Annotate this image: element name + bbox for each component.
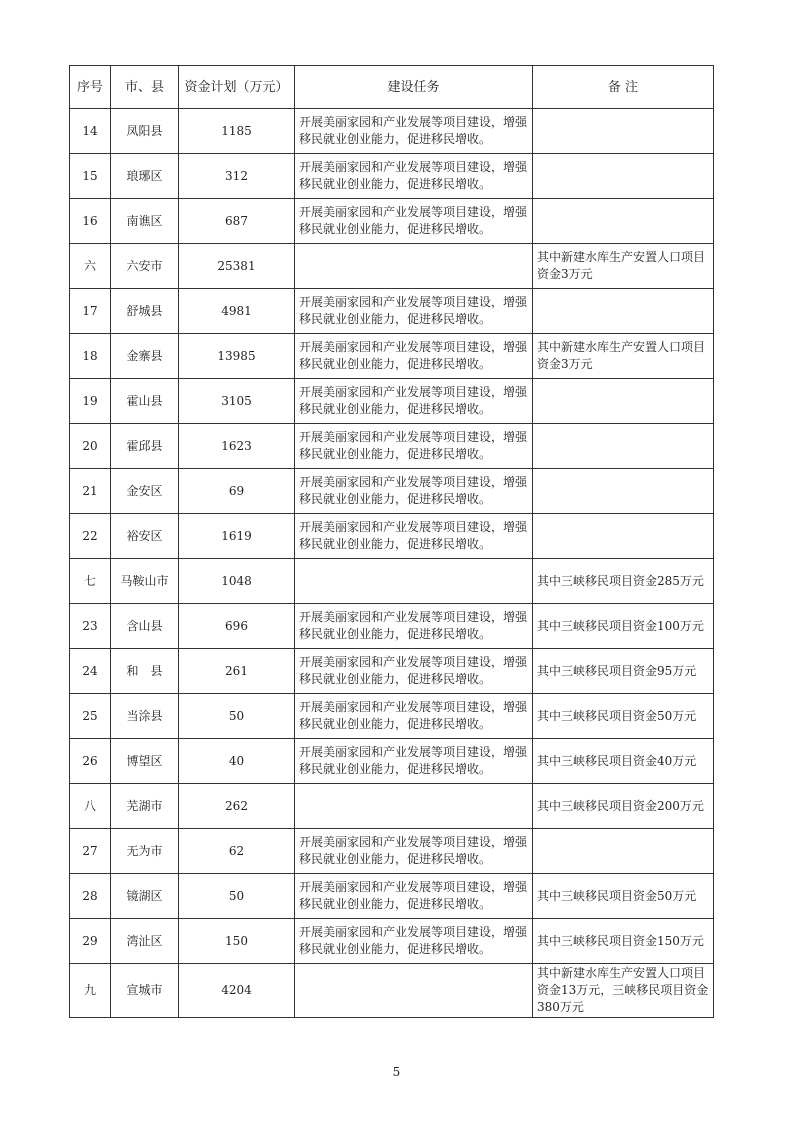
cell-seq: 六 bbox=[70, 244, 111, 289]
cell-city: 马鞍山市 bbox=[111, 559, 179, 604]
cell-note bbox=[533, 199, 714, 244]
cell-seq: 14 bbox=[70, 109, 111, 154]
cell-note bbox=[533, 154, 714, 199]
cell-task: 开展美丽家园和产业发展等项目建设，增强移民就业创业能力，促进移民增收。 bbox=[295, 334, 533, 379]
table-row bbox=[70, 154, 714, 199]
cell-city: 和 县 bbox=[111, 649, 179, 694]
cell-seq: 27 bbox=[70, 829, 111, 874]
cell-seq: 七 bbox=[70, 559, 111, 604]
cell-city: 凤阳县 bbox=[111, 109, 179, 154]
cell-note: 其中三峡移民项目资金40万元 bbox=[533, 739, 714, 784]
cell-note bbox=[533, 514, 714, 559]
header-task: 建设任务 bbox=[295, 66, 533, 109]
cell-seq: 23 bbox=[70, 604, 111, 649]
cell-city: 无为市 bbox=[111, 829, 179, 874]
cell-task: 开展美丽家园和产业发展等项目建设，增强移民就业创业能力，促进移民增收。 bbox=[295, 199, 533, 244]
cell-fund: 261 bbox=[179, 649, 295, 694]
page-number: 5 bbox=[392, 1065, 401, 1079]
cell-city: 舒城县 bbox=[111, 289, 179, 334]
cell-note: 其中三峡移民项目资金285万元 bbox=[533, 559, 714, 604]
cell-seq: 21 bbox=[70, 469, 111, 514]
cell-seq: 25 bbox=[70, 694, 111, 739]
header-city: 市、县 bbox=[111, 66, 179, 109]
table-row bbox=[70, 514, 714, 559]
cell-fund: 40 bbox=[179, 739, 295, 784]
cell-task: 开展美丽家园和产业发展等项目建设，增强移民就业创业能力，促进移民增收。 bbox=[295, 379, 533, 424]
cell-note bbox=[533, 289, 714, 334]
cell-task: 开展美丽家园和产业发展等项目建设，增强移民就业创业能力，促进移民增收。 bbox=[295, 919, 533, 964]
cell-city: 当涂县 bbox=[111, 694, 179, 739]
table-row bbox=[70, 874, 714, 919]
cell-fund: 4981 bbox=[179, 289, 295, 334]
table-row bbox=[70, 424, 714, 469]
table-group-row bbox=[70, 244, 714, 289]
table-row bbox=[70, 919, 714, 964]
cell-note: 其中三峡移民项目资金200万元 bbox=[533, 784, 714, 829]
cell-fund: 13985 bbox=[179, 334, 295, 379]
table-row bbox=[70, 829, 714, 874]
cell-fund: 696 bbox=[179, 604, 295, 649]
cell-note: 其中三峡移民项目资金50万元 bbox=[533, 694, 714, 739]
cell-fund: 1623 bbox=[179, 424, 295, 469]
cell-seq: 16 bbox=[70, 199, 111, 244]
cell-fund: 25381 bbox=[179, 244, 295, 289]
cell-note: 其中新建水库生产安置人口项目资金3万元 bbox=[533, 244, 714, 289]
fund-plan-table bbox=[69, 65, 714, 1018]
cell-seq: 17 bbox=[70, 289, 111, 334]
table-group-row bbox=[70, 784, 714, 829]
cell-city: 琅琊区 bbox=[111, 154, 179, 199]
cell-task: 开展美丽家园和产业发展等项目建设，增强移民就业创业能力，促进移民增收。 bbox=[295, 874, 533, 919]
cell-seq: 26 bbox=[70, 739, 111, 784]
cell-fund: 1619 bbox=[179, 514, 295, 559]
cell-city: 湾沚区 bbox=[111, 919, 179, 964]
cell-fund: 262 bbox=[179, 784, 295, 829]
cell-task: 开展美丽家园和产业发展等项目建设，增强移民就业创业能力，促进移民增收。 bbox=[295, 109, 533, 154]
table-row bbox=[70, 469, 714, 514]
cell-fund: 50 bbox=[179, 874, 295, 919]
cell-note: 其中三峡移民项目资金50万元 bbox=[533, 874, 714, 919]
cell-task: 开展美丽家园和产业发展等项目建设，增强移民就业创业能力，促进移民增收。 bbox=[295, 289, 533, 334]
table-row bbox=[70, 739, 714, 784]
cell-task: 开展美丽家园和产业发展等项目建设，增强移民就业创业能力，促进移民增收。 bbox=[295, 649, 533, 694]
cell-fund: 4204 bbox=[179, 964, 295, 1018]
header-fund: 资金计划（万元） bbox=[179, 66, 295, 109]
table-group-row bbox=[70, 964, 714, 1018]
cell-task: 开展美丽家园和产业发展等项目建设，增强移民就业创业能力，促进移民增收。 bbox=[295, 694, 533, 739]
cell-fund: 1048 bbox=[179, 559, 295, 604]
cell-city: 含山县 bbox=[111, 604, 179, 649]
table-row bbox=[70, 379, 714, 424]
cell-city: 博望区 bbox=[111, 739, 179, 784]
cell-task: 开展美丽家园和产业发展等项目建设，增强移民就业创业能力，促进移民增收。 bbox=[295, 739, 533, 784]
cell-fund: 150 bbox=[179, 919, 295, 964]
cell-note bbox=[533, 469, 714, 514]
cell-task: 开展美丽家园和产业发展等项目建设，增强移民就业创业能力，促进移民增收。 bbox=[295, 829, 533, 874]
cell-note: 其中新建水库生产安置人口项目资金13万元，三峡移民项目资金380万元 bbox=[533, 964, 714, 1018]
cell-city: 金安区 bbox=[111, 469, 179, 514]
header-note: 备 注 bbox=[533, 66, 714, 109]
cell-note: 其中新建水库生产安置人口项目资金3万元 bbox=[533, 334, 714, 379]
cell-seq: 22 bbox=[70, 514, 111, 559]
cell-city: 芜湖市 bbox=[111, 784, 179, 829]
cell-task: 开展美丽家园和产业发展等项目建设，增强移民就业创业能力，促进移民增收。 bbox=[295, 514, 533, 559]
cell-task: 开展美丽家园和产业发展等项目建设，增强移民就业创业能力，促进移民增收。 bbox=[295, 424, 533, 469]
cell-note: 其中三峡移民项目资金100万元 bbox=[533, 604, 714, 649]
header-seq: 序号 bbox=[70, 66, 111, 109]
table-row bbox=[70, 109, 714, 154]
cell-note bbox=[533, 109, 714, 154]
cell-seq: 29 bbox=[70, 919, 111, 964]
table-row bbox=[70, 334, 714, 379]
table-row bbox=[70, 694, 714, 739]
cell-city: 霍山县 bbox=[111, 379, 179, 424]
cell-seq: 28 bbox=[70, 874, 111, 919]
table-header-row bbox=[70, 66, 714, 109]
cell-city: 金寨县 bbox=[111, 334, 179, 379]
cell-note bbox=[533, 829, 714, 874]
cell-task: 开展美丽家园和产业发展等项目建设，增强移民就业创业能力，促进移民增收。 bbox=[295, 604, 533, 649]
cell-fund: 1185 bbox=[179, 109, 295, 154]
table-row bbox=[70, 199, 714, 244]
cell-city: 霍邱县 bbox=[111, 424, 179, 469]
table-row bbox=[70, 604, 714, 649]
cell-city: 宣城市 bbox=[111, 964, 179, 1018]
cell-seq: 19 bbox=[70, 379, 111, 424]
cell-note bbox=[533, 424, 714, 469]
cell-note: 其中三峡移民项目资金95万元 bbox=[533, 649, 714, 694]
cell-fund: 312 bbox=[179, 154, 295, 199]
cell-task bbox=[295, 964, 533, 1018]
cell-task bbox=[295, 784, 533, 829]
cell-fund: 50 bbox=[179, 694, 295, 739]
cell-seq: 20 bbox=[70, 424, 111, 469]
cell-fund: 69 bbox=[179, 469, 295, 514]
cell-seq: 八 bbox=[70, 784, 111, 829]
table-row bbox=[70, 649, 714, 694]
cell-seq: 24 bbox=[70, 649, 111, 694]
cell-city: 裕安区 bbox=[111, 514, 179, 559]
cell-fund: 3105 bbox=[179, 379, 295, 424]
cell-city: 镜湖区 bbox=[111, 874, 179, 919]
cell-seq: 九 bbox=[70, 964, 111, 1018]
cell-city: 南谯区 bbox=[111, 199, 179, 244]
cell-fund: 62 bbox=[179, 829, 295, 874]
cell-task: 开展美丽家园和产业发展等项目建设，增强移民就业创业能力，促进移民增收。 bbox=[295, 154, 533, 199]
cell-task: 开展美丽家园和产业发展等项目建设，增强移民就业创业能力，促进移民增收。 bbox=[295, 469, 533, 514]
cell-seq: 15 bbox=[70, 154, 111, 199]
table-row bbox=[70, 289, 714, 334]
cell-seq: 18 bbox=[70, 334, 111, 379]
cell-fund: 687 bbox=[179, 199, 295, 244]
cell-task bbox=[295, 559, 533, 604]
cell-city: 六安市 bbox=[111, 244, 179, 289]
cell-note bbox=[533, 379, 714, 424]
cell-task bbox=[295, 244, 533, 289]
cell-note: 其中三峡移民项目资金150万元 bbox=[533, 919, 714, 964]
table-group-row bbox=[70, 559, 714, 604]
